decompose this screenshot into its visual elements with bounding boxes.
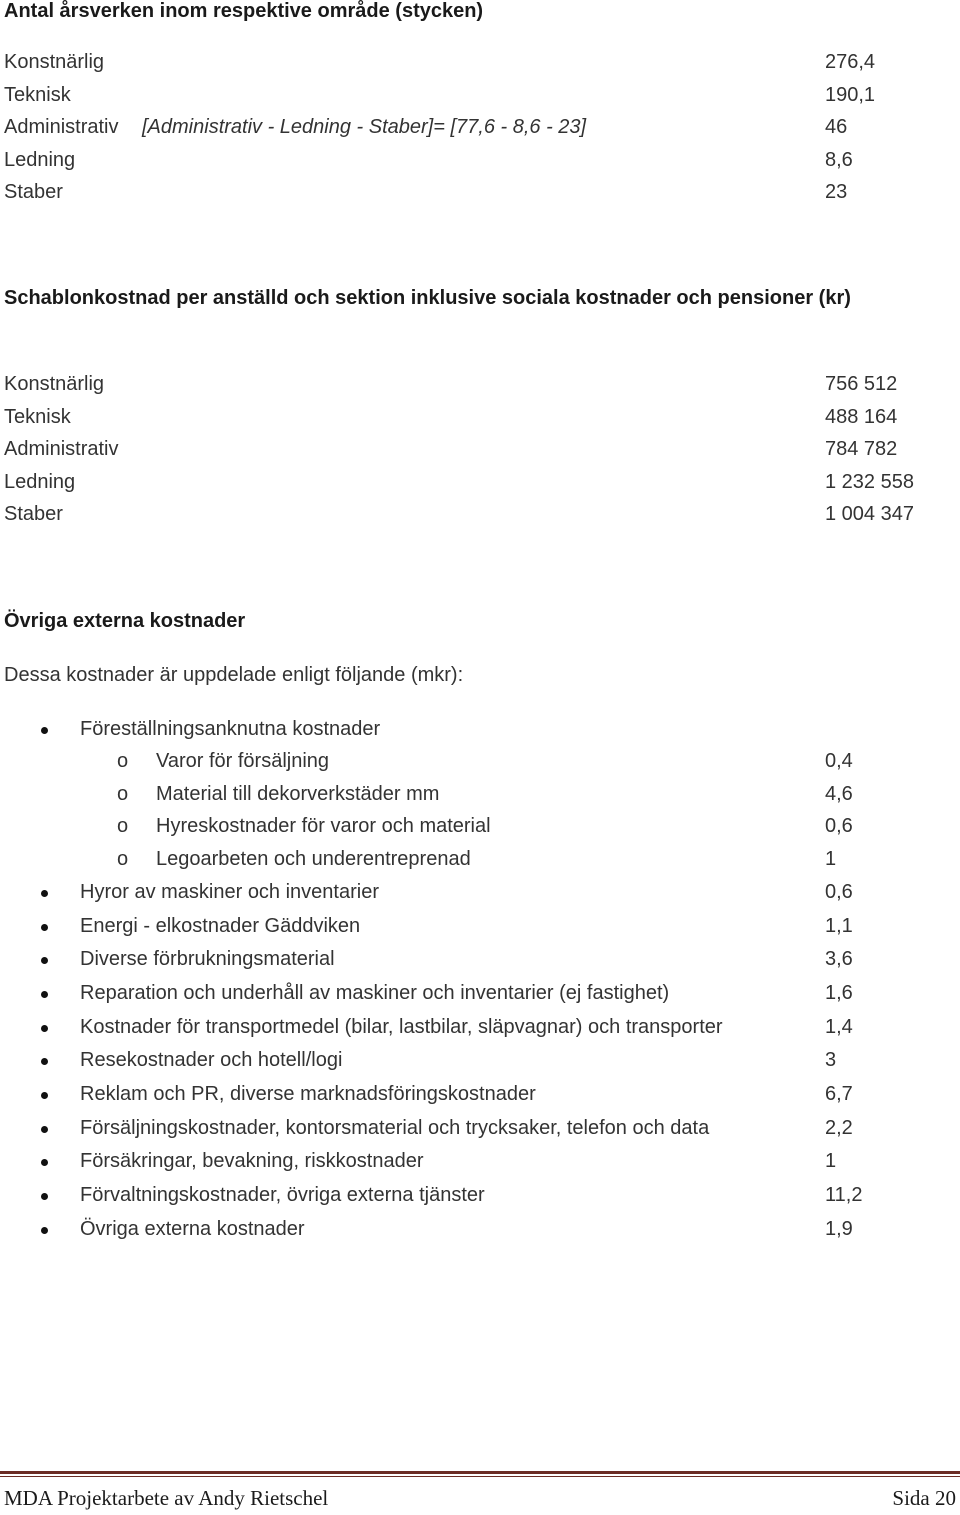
list-item-value: 2,2	[825, 1117, 853, 1139]
row-note: [Administrativ - Ledning - Staber]= [77,6 - 8,6 - 23]	[142, 116, 587, 138]
circle-bullet-icon: o	[117, 783, 129, 805]
row-value: 488 164	[825, 406, 898, 428]
list-item-label: Resekostnader och hotell/logi	[80, 1049, 343, 1071]
section-title-ovriga-externa: Övriga externa kostnader	[4, 610, 246, 632]
row-value: 276,4	[825, 51, 876, 73]
list-item-value: 1	[825, 1150, 837, 1172]
bullet-icon	[41, 924, 48, 931]
bullet-icon	[41, 1126, 48, 1133]
row-label: Administrativ	[4, 116, 119, 138]
bullet-icon	[41, 1193, 48, 1200]
subitem-label: Varor för försäljning	[156, 750, 330, 772]
row-value: 23	[825, 181, 848, 203]
section-title-schablonkostnad: Schablonkostnad per anställd och sektion inklusive sociala kostnader och pensioner (kr)	[4, 287, 851, 309]
list-item-value: 1,1	[825, 915, 853, 937]
list-item-value: 6,7	[825, 1083, 853, 1105]
bullet-icon	[41, 1227, 48, 1234]
bullet-icon	[41, 890, 48, 897]
list-item-label: Diverse förbrukningsmaterial	[80, 948, 335, 970]
row-label: Konstnärlig	[4, 373, 105, 395]
subitem-value: 0,4	[825, 750, 853, 772]
subitem-value: 4,6	[825, 783, 853, 805]
list-item-label: Försäljningskostnader, kontorsmaterial och trycksaker, telefon och data	[80, 1117, 710, 1139]
footer-title: MDA Projektarbete av Andy Rietschel	[4, 1486, 329, 1510]
row-label: Staber	[4, 503, 63, 525]
list-item-value: 3,6	[825, 948, 853, 970]
row-label: Teknisk	[4, 406, 71, 428]
bullet-icon	[41, 991, 48, 998]
circle-bullet-icon: o	[117, 750, 129, 772]
subitem-label: Material till dekorverkstäder mm	[156, 783, 440, 805]
row-label: Ledning	[4, 471, 76, 493]
list-item-label: Hyror av maskiner och inventarier	[80, 881, 379, 903]
row-label: Ledning	[4, 149, 76, 171]
circle-bullet-icon: o	[117, 815, 129, 837]
group-label: Föreställningsanknutna kostnader	[80, 718, 381, 740]
list-item-label: Kostnader för transportmedel (bilar, lastbilar, släpvagnar) och transporter	[80, 1016, 723, 1038]
list-item-label: Försäkringar, bevakning, riskkostnader	[80, 1150, 424, 1172]
row-value: 190,1	[825, 84, 876, 106]
bullet-icon	[41, 1092, 48, 1099]
list-item-label: Reklam och PR, diverse marknadsföringskostnader	[80, 1083, 536, 1105]
list-item-value: 3	[825, 1049, 837, 1071]
bullet-icon	[41, 727, 48, 734]
bullet-icon	[41, 1058, 48, 1065]
circle-bullet-icon: o	[117, 848, 129, 870]
row-value: 784 782	[825, 438, 898, 460]
footer-rule-thick	[0, 1471, 960, 1474]
row-label: Konstnärlig	[4, 51, 105, 73]
list-item-label: Förvaltningskostnader, övriga externa tjänster	[80, 1184, 485, 1206]
list-item-value: 1,9	[825, 1218, 853, 1240]
bullet-icon	[41, 1025, 48, 1032]
footer-rule-thin	[0, 1476, 960, 1477]
bullet-icon	[41, 957, 48, 964]
list-item-value: 11,2	[825, 1184, 863, 1206]
subitem-label: Legoarbeten och underentreprenad	[156, 848, 471, 870]
section-intro: Dessa kostnader är uppdelade enligt följande (mkr):	[4, 664, 464, 686]
row-label: Teknisk	[4, 84, 71, 106]
subitem-value: 0,6	[825, 815, 853, 837]
row-value: 1 004 347	[825, 503, 914, 525]
subitem-value: 1	[825, 848, 837, 870]
list-item-value: 1,6	[825, 982, 853, 1004]
list-item-value: 0,6	[825, 881, 853, 903]
list-item-value: 1,4	[825, 1016, 853, 1038]
list-item-label: Övriga externa kostnader	[80, 1218, 305, 1240]
subitem-label: Hyreskostnader för varor och material	[156, 815, 491, 837]
row-value: 1 232 558	[825, 471, 914, 493]
list-item-label: Reparation och underhåll av maskiner och inventarier (ej fastighet)	[80, 982, 670, 1004]
row-value: 46	[825, 116, 848, 138]
page-number: Sida 20	[892, 1486, 956, 1510]
row-label: Administrativ	[4, 438, 119, 460]
row-value: 756 512	[825, 373, 898, 395]
row-label: Staber	[4, 181, 63, 203]
row-value: 8,6	[825, 149, 853, 171]
list-item-label: Energi - elkostnader Gäddviken	[80, 915, 361, 937]
bullet-icon	[41, 1159, 48, 1166]
section-title-arsverken: Antal årsverken inom respektive område (stycken)	[4, 0, 484, 22]
